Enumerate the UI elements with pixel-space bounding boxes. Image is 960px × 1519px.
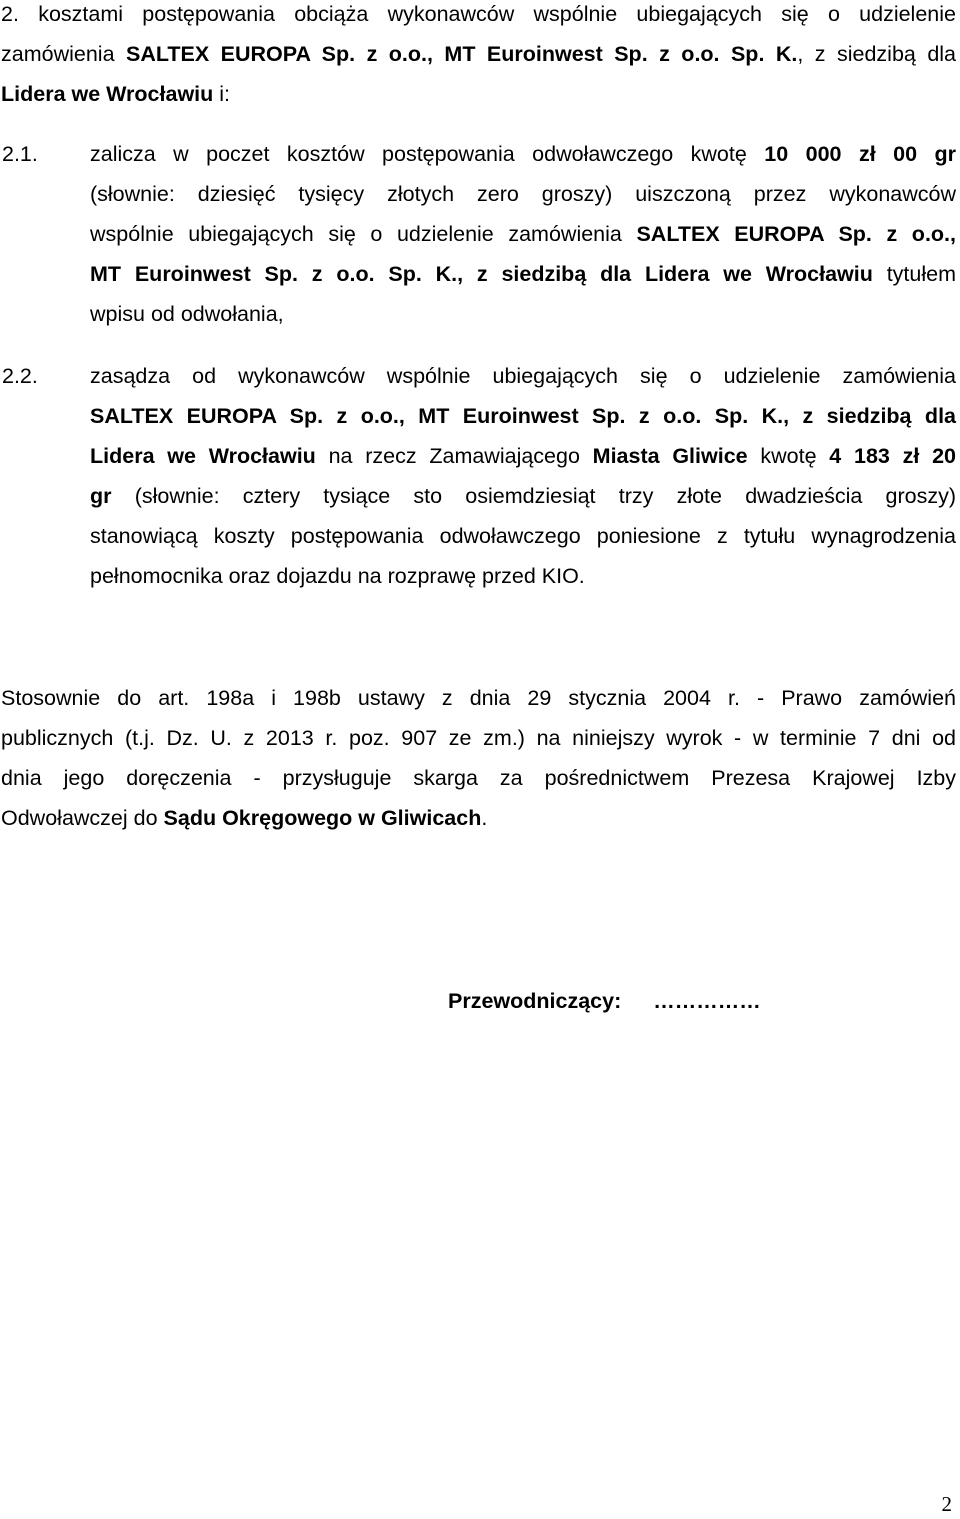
- section-2-line-2: zamówienia SALTEX EUROPA Sp. z o.o., MT Euroinwest Sp. z o.o. Sp. K., z siedzibą dla: [1, 42, 957, 66]
- appeal-line-3: dnia jego doręczenia - przysługuje skarga za pośrednictwem Prezesa Krajowej Izby: [1, 766, 956, 790]
- signature-dots: ……………: [653, 989, 761, 1013]
- respondent-name: Miasta Gliwice: [592, 444, 748, 468]
- section-2-2-line-5: stanowiącą koszty postępowania odwoławczego poniesione z tytułu wynagrodzenia: [90, 524, 956, 548]
- section-2-1-line-2: (słownie: dziesięć tysięcy złotych zero groszy) uiszczoną przez wykonawców: [90, 182, 956, 206]
- section-2-1-line-5: wpisu od odwołania,: [90, 302, 284, 326]
- section-2-2-line-2: SALTEX EUROPA Sp. z o.o., MT Euroinwest Sp. z o.o. Sp. K., z siedzibą dla: [90, 404, 956, 428]
- section-2-line-1: 2. kosztami postępowania obciąża wykonawców wspólnie ubiegających się o udzielenie: [1, 2, 956, 26]
- section-2-1-line-4: MT Euroinwest Sp. z o.o. Sp. K., z siedzibą dla Lidera we Wrocławiu tytułem: [90, 262, 956, 286]
- section-2-2-number: 2.2.: [2, 364, 38, 388]
- appeal-line-4: Odwoławczej do Sądu Okręgowego w Gliwicach.: [1, 806, 488, 830]
- section-2-1-paragraph: [2, 134, 956, 334]
- section-2-2-paragraph: [2, 356, 957, 596]
- section-2-1-line-3: wspólnie ubiegających się o udzielenie zamówienia SALTEX EUROPA Sp. z o.o.,: [90, 222, 956, 246]
- section-2-2-line-1: zasądza od wykonawców wspólnie ubiegających się o udzielenie zamówienia: [90, 364, 956, 388]
- section-2-paragraph: [1, 0, 956, 114]
- page-number: 2: [941, 1492, 952, 1516]
- signature-block: [448, 986, 761, 1016]
- section-2-line-3: Lidera we Wrocławiu i:: [1, 82, 231, 106]
- signature-label: Przewodniczący:: [448, 989, 622, 1013]
- amount-entry-fee: 10 000 zł 00 gr: [764, 142, 956, 166]
- court-name: Sądu Okręgowego w Gliwicach: [163, 806, 482, 830]
- section-2-1-line-1: zalicza w poczet kosztów postępowania odwoławczego kwotę 10 000 zł 00 gr: [90, 142, 956, 166]
- appeal-instruction-paragraph: [1, 678, 956, 838]
- appeal-line-2: publicznych (t.j. Dz. U. z 2013 r. poz. 907 ze zm.) na niniejszy wyrok - w terminie 7 dni od: [1, 726, 956, 750]
- amount-awarded: 4 183 zł 20: [829, 444, 957, 468]
- section-2-2-line-6: pełnomocnika oraz dojazdu na rozprawę przed KIO.: [90, 564, 585, 588]
- appeal-line-1: Stosownie do art. 198a i 198b ustawy z dnia 29 stycznia 2004 r. - Prawo zamówień: [1, 686, 956, 710]
- party-name: SALTEX EUROPA Sp. z o.o., MT Euroinwest Sp. z o.o. Sp. K.: [125, 42, 798, 66]
- section-2-2-line-4: gr (słownie: cztery tysiące sto osiemdziesiąt trzy złote dwadzieścia groszy): [90, 484, 956, 508]
- section-2-2-line-3: Lidera we Wrocławiu na rzecz Zamawiającego Miasta Gliwice kwotę 4 183 zł 20: [90, 444, 957, 468]
- section-2-1-number: 2.1.: [2, 142, 38, 166]
